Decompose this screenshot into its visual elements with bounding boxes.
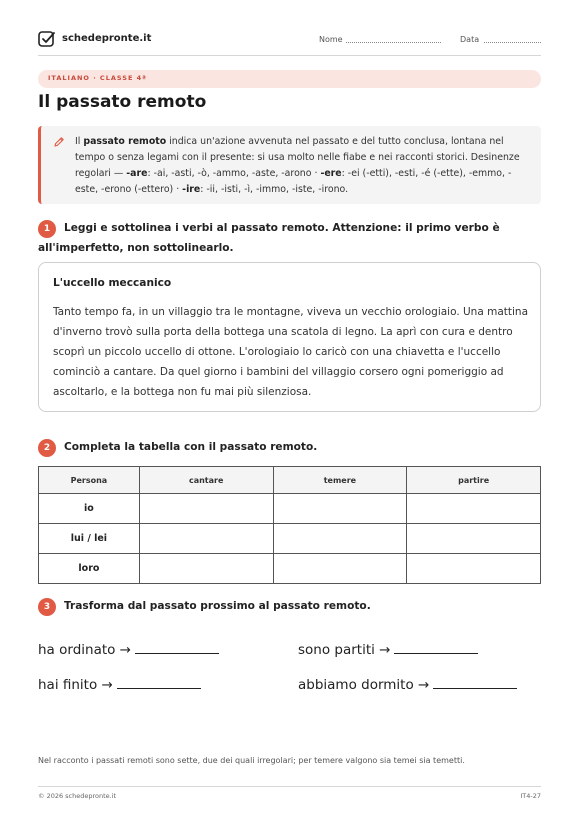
page-footer	[38, 786, 541, 806]
transform-item	[298, 677, 517, 693]
transform-prompt: abbiamo dormito →	[298, 677, 430, 693]
brand-name: schedepronte.it	[62, 33, 152, 44]
column-header-partire: partire	[407, 467, 541, 494]
date-label: Data	[460, 35, 480, 44]
checkbox-logo-icon	[38, 30, 56, 48]
table-row	[39, 524, 541, 554]
page-header	[38, 30, 541, 56]
transform-item	[38, 677, 201, 693]
table-row	[39, 494, 541, 524]
column-header-temere: temere	[273, 467, 407, 494]
answer-cell[interactable]	[273, 524, 407, 554]
name-field[interactable]	[346, 42, 441, 43]
table-row	[39, 554, 541, 584]
exercise-3-instruction: Trasforma dal passato prossimo al passato remoto.	[64, 600, 371, 612]
table-header-row	[39, 467, 541, 494]
answer-blank[interactable]	[394, 642, 478, 654]
column-header-cantare: cantare	[139, 467, 273, 494]
answer-blank[interactable]	[117, 677, 201, 689]
subject-tag	[38, 70, 541, 88]
answer-cell[interactable]	[407, 524, 541, 554]
answer-cell[interactable]	[139, 554, 273, 584]
conjugation-table	[38, 466, 541, 584]
rule-box	[38, 126, 541, 204]
answer-cell[interactable]	[139, 494, 273, 524]
answer-cell[interactable]	[407, 494, 541, 524]
exercise-1-number: 1	[38, 220, 56, 238]
answer-blank[interactable]	[433, 677, 517, 689]
transform-prompt: hai finito →	[38, 677, 113, 693]
row-label-lui-lei: lui / lei	[39, 524, 140, 554]
exercise-2-number: 2	[38, 439, 56, 457]
answer-cell[interactable]	[273, 554, 407, 584]
exercise-2-instruction: Completa la tabella con il passato remoto.	[64, 441, 318, 453]
transform-prompt: ha ordinato →	[38, 642, 131, 658]
name-label: Nome	[319, 35, 343, 44]
pencil-icon	[53, 136, 65, 148]
answer-cell[interactable]	[139, 524, 273, 554]
story-title: L'uccello meccanico	[53, 277, 172, 289]
copyright: © 2026 schedepronte.it	[38, 792, 117, 800]
rule-text: Il passato remoto indica un'azione avvenuta nel passato e del tutto conclusa, lontana nel tempo o senza legami con il presente: si usa molto nelle fiabe e nei racconti storici. Desinenze regolari — -are: -ai, -asti, -ò, -ammo, -aste, -arono · -ere: -ei (-etti), -esti, -é (-ette), -emmo, -este, -erono (-ettero) · -ire: -ii, -isti, -ì, -immo, -iste, -irono.	[75, 136, 520, 195]
answer-cell[interactable]	[407, 554, 541, 584]
row-label-loro: loro	[39, 554, 140, 584]
answer-cell[interactable]	[273, 494, 407, 524]
story-box	[38, 262, 541, 412]
date-field[interactable]	[484, 42, 541, 43]
exercise-3-number: 3	[38, 598, 56, 616]
exercise-1-instruction: Leggi e sottolinea i verbi al passato remoto. Attenzione: il primo verbo è all'imperfetto, non sottolinearlo.	[38, 222, 500, 254]
story-text[interactable]: Tanto tempo fa, in un villaggio tra le montagne, viveva un vecchio orologiaio. Una mattina d'inverno trovò sulla porta della bottega una scatola di legno. La aprì con cura e dentro scoprì un piccolo uccello di ottone. L'orologiaio lo caricò con una chiavetta e l'uccello cominciò a cantare. Da quel giorno i bambini del villaggio corsero ogni pomeriggio ad ascoltarlo, e la bottega non fu mai più silenziosa.	[53, 306, 529, 398]
column-header-persona: Persona	[39, 467, 140, 494]
page-title: Il passato remoto	[38, 92, 207, 112]
transform-prompt: sono partiti →	[298, 642, 391, 658]
row-label-io: io	[39, 494, 140, 524]
teacher-note: Nel racconto i passati remoti sono sette, due dei quali irregolari; per temere valgono sia temei sia temetti.	[38, 756, 465, 765]
transform-item	[298, 642, 478, 658]
answer-blank[interactable]	[135, 642, 219, 654]
sheet-code: IT4-27	[520, 792, 541, 800]
transform-item	[38, 642, 219, 658]
subject-tag-label: ITALIANO · CLASSE 4ª	[48, 74, 147, 82]
